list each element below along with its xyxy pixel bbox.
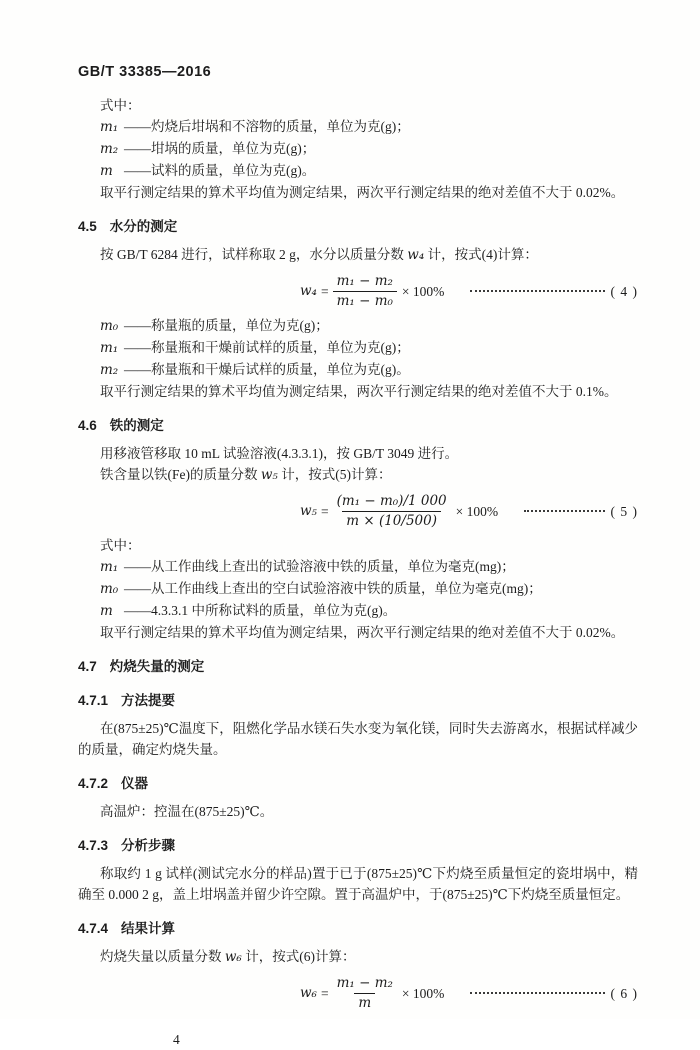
- section-4-5: [78, 216, 638, 402]
- symbol-description: ——称量瓶和干燥前试样的质量，单位为克(g)；: [124, 340, 410, 355]
- math-symbol: m₀: [100, 318, 119, 334]
- body-paragraph: 称取约 1 g 试样(测试完水分的样品)置于已于(875±25)℃下灼烧至质量恒定的瓷坩埚中，精确至 0.000 2 g，盖上坩埚盖并留少许空隙。置于高温炉中，于(875±25)℃下灼烧至质量恒定。: [78, 866, 638, 902]
- precision-note: 取平行测定结果的算术平均值为测定结果，两次平行测定结果的绝对差值不大于 0.02%。: [100, 625, 625, 640]
- symbol-definition-line: [78, 359, 638, 381]
- dotted-leader: [470, 290, 604, 292]
- section-title: 铁的测定: [109, 418, 164, 433]
- standard-number: GB/T 33385—2016: [78, 64, 212, 80]
- equation-number: ( 4 ): [610, 284, 638, 299]
- symbol-description: ——试料的质量，单位为克(g)。: [124, 163, 316, 178]
- subsection-heading: [78, 918, 638, 939]
- subsection-title: 仪器: [121, 776, 149, 791]
- subsection-number: 4.7.1: [78, 693, 109, 708]
- dotted-leader: [524, 510, 604, 512]
- subsection-heading: [78, 773, 638, 794]
- equation-number: ( 6 ): [610, 986, 638, 1001]
- math-symbol: m: [100, 163, 113, 179]
- page-number: 4: [173, 1032, 180, 1047]
- precision-note: 取平行测定结果的算术平均值为测定结果，两次平行测定结果的绝对差值不大于 0.1%。: [100, 384, 618, 399]
- dotted-leader: [470, 992, 604, 994]
- body-paragraph: 高温炉：控温在(875±25)℃。: [100, 804, 274, 819]
- math-symbol: m₂: [100, 141, 119, 157]
- subsection-number: 4.7.4: [78, 921, 109, 936]
- formula-5: [78, 492, 638, 531]
- precision-note: 取平行测定结果的算术平均值为测定结果，两次平行测定结果的绝对差值不大于 0.02%。: [100, 185, 625, 200]
- symbol-definition-line: [78, 600, 638, 622]
- section-number: 4.7: [78, 659, 97, 674]
- intro-text: 按 GB/T 6284 进行，试样称取 2 g，水分以质量分数: [100, 247, 408, 262]
- intro-text: 灼烧失量以质量分数: [100, 949, 225, 964]
- section-heading: [78, 656, 638, 677]
- formula-lhs: w₆: [300, 985, 317, 1001]
- section-heading: [78, 415, 638, 436]
- equals-sign: =: [320, 504, 329, 519]
- subsection-number: 4.7.2: [78, 776, 109, 791]
- intro-text: 计，按式(6)计算：: [241, 949, 356, 964]
- equals-sign: =: [320, 986, 329, 1001]
- math-symbol: m₀: [100, 581, 119, 597]
- intro-paragraph: [78, 464, 638, 486]
- math-symbol: m₁: [100, 340, 119, 356]
- where-label: 式中：: [100, 538, 141, 553]
- section-4-7: [78, 656, 638, 1013]
- symbol-definition-line: [78, 556, 638, 578]
- math-symbol: m₂: [100, 362, 119, 378]
- symbol-description: ——称量瓶的质量，单位为克(g)；: [124, 318, 329, 333]
- math-symbol: m: [100, 603, 113, 619]
- intro-text: 计，按式(4)计算：: [424, 247, 538, 262]
- fraction: [333, 272, 397, 311]
- equals-sign: =: [320, 284, 329, 299]
- intro-paragraph: [78, 244, 638, 266]
- symbol-description: ——从工作曲线上查出的试验溶液中铁的质量，单位为毫克(mg)；: [124, 559, 515, 574]
- fraction: [333, 492, 451, 531]
- formula-lhs: w₅: [300, 503, 317, 519]
- symbol-description: ——称量瓶和干燥后试样的质量，单位为克(g)。: [124, 362, 410, 377]
- intro-paragraph: [78, 946, 638, 968]
- symbol-definition-line: [78, 315, 638, 337]
- symbol-definition-line: [78, 578, 638, 600]
- inline-variable: w₄: [407, 247, 425, 263]
- symbol-description: ——从工作曲线上查出的空白试验溶液中铁的质量，单位为毫克(mg)；: [124, 581, 542, 596]
- inline-variable: w₅: [260, 467, 278, 483]
- math-symbol: m₁: [100, 119, 119, 135]
- symbol-definition-line: [78, 116, 638, 138]
- formula-6: [78, 974, 638, 1013]
- equation-number: ( 5 ): [610, 504, 638, 519]
- fraction-denominator: m₁ − m₀: [333, 291, 397, 311]
- section-4-6: [78, 415, 638, 643]
- formula-multiplier: × 100%: [401, 284, 445, 299]
- symbol-definition-line: [78, 138, 638, 160]
- section-number: 4.5: [78, 219, 97, 234]
- body-paragraph: 用移液管移取 10 mL 试验溶液(4.3.3.1)，按 GB/T 3049 进行。: [100, 446, 459, 461]
- intro-text: 计，按式(5)计算：: [277, 467, 392, 482]
- page-content: [78, 95, 638, 1050]
- fraction-denominator: m × (10/500): [342, 511, 441, 531]
- subsection-number: 4.7.3: [78, 838, 109, 853]
- section-number: 4.6: [78, 418, 97, 433]
- section-4-4-tail: [78, 95, 638, 203]
- fraction-numerator: m₁ − m₂: [336, 975, 393, 991]
- section-title: 灼烧失量的测定: [109, 659, 205, 674]
- fraction-numerator: (m₁ − m₀)/1 000: [336, 493, 447, 509]
- fraction-numerator: m₁ − m₂: [336, 273, 393, 289]
- section-title: 水分的测定: [109, 219, 178, 234]
- inline-variable: w₆: [224, 949, 242, 965]
- intro-text: 铁含量以铁(Fe)的质量分数: [100, 467, 261, 482]
- subsection-heading: [78, 835, 638, 856]
- where-label: 式中：: [100, 98, 141, 113]
- symbol-definition-line: [78, 337, 638, 359]
- fraction-denominator: m: [354, 993, 375, 1013]
- formula-4: [78, 272, 638, 311]
- subsection-title: 分析步骤: [121, 838, 176, 853]
- body-paragraph: 在(875±25)℃温度下，阻燃化学品水镁石失水变为氧化镁，同时失去游离水，根据试样减少的质量，确定灼烧失量。: [78, 721, 638, 757]
- fraction: [333, 974, 397, 1013]
- formula-lhs: w₄: [300, 283, 317, 299]
- subsection-heading: [78, 690, 638, 711]
- symbol-definition-line: [78, 160, 638, 182]
- formula-multiplier: × 100%: [455, 504, 499, 519]
- section-heading: [78, 216, 638, 237]
- subsection-title: 结果计算: [121, 921, 176, 936]
- symbol-description: ——灼烧后坩埚和不溶物的质量，单位为克(g)；: [124, 119, 410, 134]
- formula-multiplier: × 100%: [401, 986, 445, 1001]
- symbol-description: ——坩埚的质量，单位为克(g)；: [124, 141, 316, 156]
- subsection-title: 方法提要: [121, 693, 176, 708]
- symbol-description: ——4.3.3.1 中所称试料的质量，单位为克(g)。: [124, 603, 397, 618]
- math-symbol: m₁: [100, 559, 119, 575]
